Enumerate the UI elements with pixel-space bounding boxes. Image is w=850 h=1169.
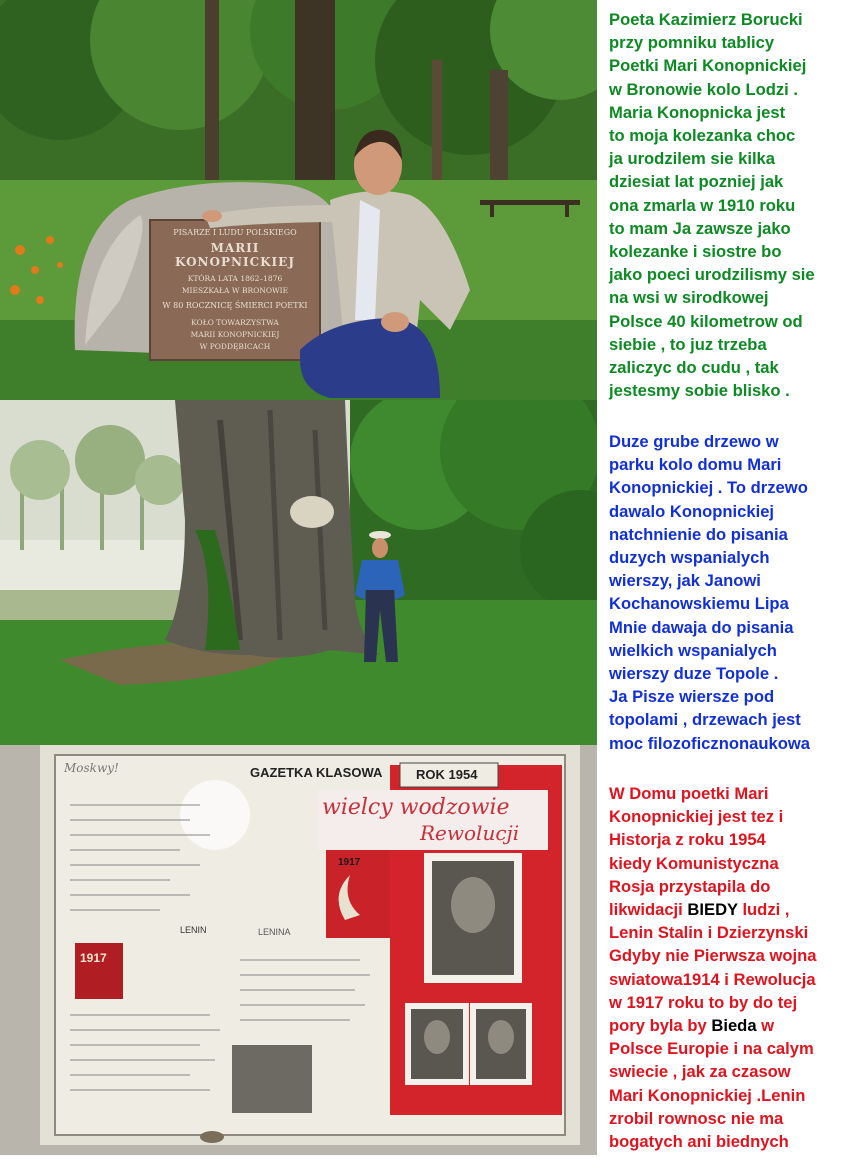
- blue-text-line: Kochanowskiemu Lipa: [609, 594, 789, 614]
- memorial-plaque: [150, 222, 320, 360]
- green-text-line: ja urodzilem sie kilka: [609, 149, 776, 169]
- red-text-fragment: w: [756, 1016, 775, 1036]
- blue-text-block: [609, 430, 849, 755]
- blue-text-line: dawalo Konopnickiej: [609, 501, 775, 521]
- red-text-fragment: likwidacji: [609, 900, 688, 920]
- green-text-line: to moja kolezanka choc: [609, 126, 796, 146]
- plaque-line: W 80 ROCZNICĘ ŚMIERCI POETKI: [162, 301, 308, 310]
- red-text-line: Polsce Europie i na calym: [609, 1039, 814, 1059]
- green-text-line: siebie , to juz trzeba: [609, 334, 767, 354]
- green-text-block: [609, 8, 849, 402]
- bieda-emphasis: Bieda: [711, 1016, 757, 1036]
- plaque-line: KTÓRA LATA 1862–1876: [187, 274, 283, 283]
- red-text-line: [609, 898, 849, 921]
- blue-text-line: wierszy duze Topole .: [609, 664, 779, 684]
- blue-text-line: Ja Pisze wiersze pod: [609, 687, 775, 707]
- tree-scene-illustration: [0, 400, 597, 745]
- plaque-line: MARII KONOPNICKIEJ: [190, 330, 280, 339]
- blue-text-line: duzych wspanialych: [609, 548, 770, 568]
- green-text-line: jestesmy sobie blisko .: [609, 381, 790, 401]
- poster-lenina-label: LENINA: [258, 927, 291, 937]
- blue-text-line: Mnie dawaja do pisania: [609, 617, 794, 637]
- red-text-line: W Domu poetki Mari: [609, 784, 769, 803]
- green-text-line: dziesiat lat pozniej jak: [609, 172, 784, 192]
- blue-text-line: natchnienie do pisania: [609, 524, 788, 544]
- green-text-line: Poetki Mari Konopnickiej: [609, 56, 807, 76]
- red-text-line: kiedy Komunistyczna: [609, 853, 779, 873]
- poster-header: GAZETKA KLASOWA: [250, 765, 383, 780]
- photo-class-newspaper: [0, 745, 597, 1155]
- green-text-line: Polsce 40 kilometrow od: [609, 311, 803, 331]
- bieda-emphasis: BIEDY: [687, 900, 738, 920]
- poster-lenin-label: LENIN: [180, 925, 207, 935]
- green-text-line: w Bronowie kolo Lodzi .: [609, 79, 798, 99]
- red-text-line: w 1917 roku to by do tej: [609, 992, 798, 1012]
- red-text-line: swiatowa1914 i Rewolucja: [609, 969, 816, 989]
- red-text-line: Historja z roku 1954: [609, 830, 766, 850]
- blue-text-line: wielkich wspanialych: [609, 640, 777, 660]
- green-text-line: kolezanke i siostre bo: [609, 242, 782, 262]
- blue-text-line: Konopnickiej . To drzewo: [609, 478, 808, 498]
- red-text-line: swiecie , jak za czasow: [609, 1062, 791, 1082]
- green-text-line: na wsi w sirodkowej: [609, 288, 769, 308]
- blue-text-line: moc filozoficznonaukowa: [609, 733, 810, 753]
- red-text-line: Mari Konopnickiej .Lenin: [609, 1085, 806, 1105]
- blue-text-line: parku kolo domu Mari: [609, 455, 782, 475]
- poster-year: ROK 1954: [416, 767, 478, 782]
- blue-text-line: wierszy, jak Janowi: [609, 571, 761, 591]
- photo-poet-at-memorial: [0, 0, 597, 400]
- green-text-line: Poeta Kazimierz Borucki: [609, 10, 803, 29]
- red-text-line: [609, 1014, 849, 1037]
- red-text-line: Gdyby nie Pierwsza wojna: [609, 946, 817, 966]
- plaque-line: MIESZKAŁA W BRONOWIE: [181, 286, 289, 295]
- plaque-line: MARII KONOPNICKIEJ: [174, 241, 295, 269]
- red-text-line: Konopnickiej jest tez i: [609, 807, 784, 827]
- green-text-line: Maria Konopnicka jest: [609, 102, 786, 122]
- poster-corner-note: Moskwy!: [64, 761, 119, 775]
- plaque-line: KOŁO TOWARZYSTWA: [191, 318, 279, 327]
- green-text-line: przy pomniku tablicy: [609, 33, 775, 53]
- blue-text-line: Duze grube drzewo w: [609, 432, 779, 451]
- red-text-line: zrobil rownosc nie ma: [609, 1108, 784, 1128]
- red-text-fragment: pory byla by: [609, 1016, 712, 1036]
- green-text-line: jako poeci urodzilismy sie: [609, 265, 815, 285]
- plaque-line: W PODDĘBICACH: [199, 342, 271, 351]
- blue-text-line: topolami , drzewach jest: [609, 710, 801, 730]
- plaque-line: PISARZE I LUDU POLSKIEGO: [173, 228, 297, 237]
- green-text-line: to mam Ja zawsze jako: [609, 218, 791, 238]
- green-text-line: zaliczyc do cudu , tak: [609, 358, 779, 378]
- red-text-line: bogatych ani biednych: [609, 1132, 789, 1152]
- red-text-block: [609, 782, 849, 1153]
- poster-1917-badge: 1917: [80, 951, 107, 965]
- green-text-line: ona zmarla w 1910 roku: [609, 195, 796, 215]
- photo-big-tree: [0, 400, 597, 745]
- poster-title-line2: Rewolucji: [420, 821, 520, 845]
- red-text-line: Rosja przystapila do: [609, 876, 771, 896]
- red-text-fragment: ludzi ,: [737, 900, 790, 920]
- red-text-line: Lenin Stalin i Dzierzynski: [609, 923, 809, 943]
- poster-title-line1: wielcy wodzowie: [322, 795, 510, 820]
- poster-1917-banner: 1917: [338, 857, 361, 868]
